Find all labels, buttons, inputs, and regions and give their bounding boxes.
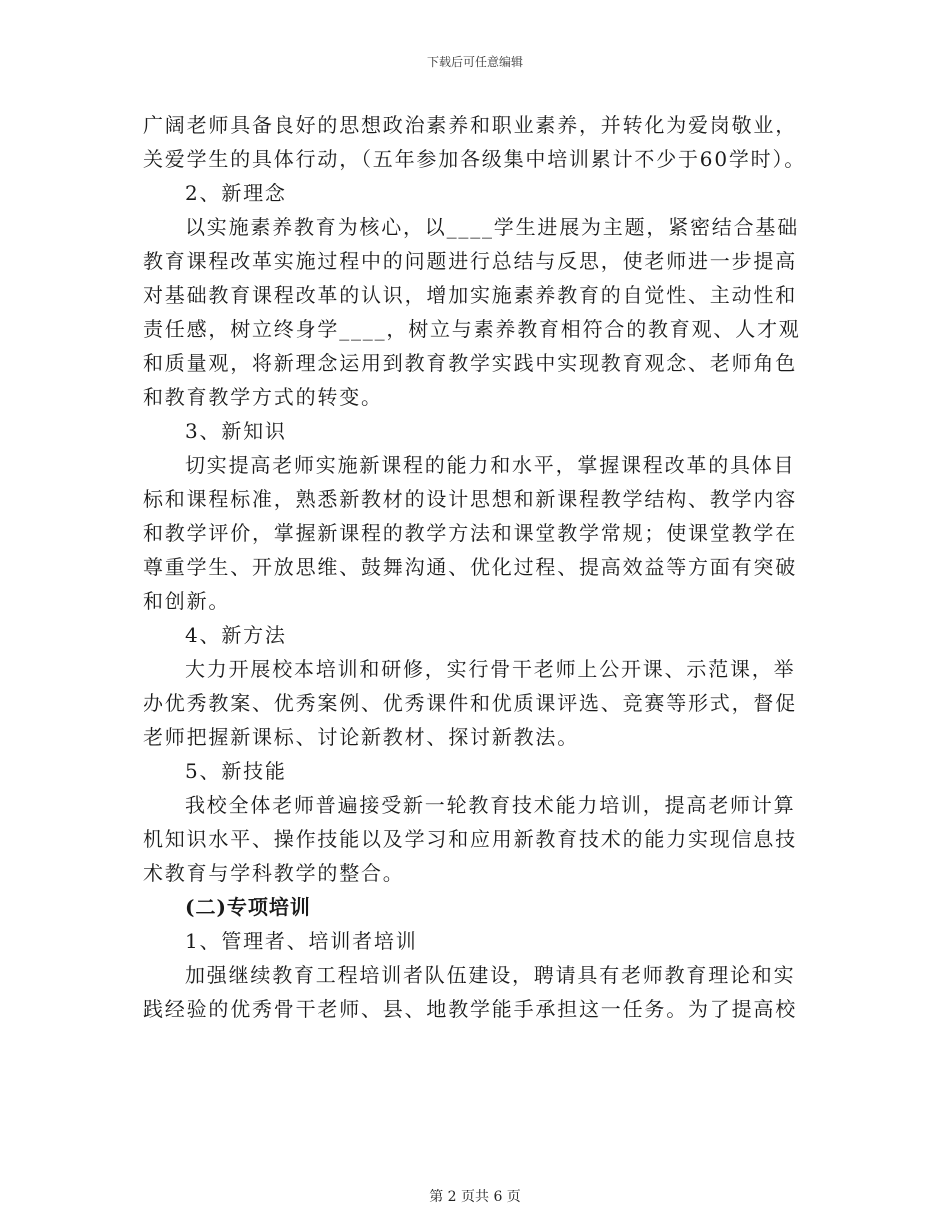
document-body (143, 108, 807, 1026)
page-number: 第 2 页共 6 页 (429, 1189, 521, 1205)
paragraph-line: 和创新。 (143, 589, 231, 613)
paragraph-line: 大力开展校本培训和研修，实行骨干老师上公开课、示范课，举 (185, 657, 796, 681)
paragraph-line: 我校全体老师普遍接受新一轮教育技术能力培训，提高老师计算 (185, 793, 796, 817)
paragraph-line: 尊重学生、开放思维、鼓舞沟通、优化过程、提高效益等方面有突破 (143, 555, 797, 579)
section-heading: 1、管理者、培训者培训 (185, 929, 418, 953)
paragraph-line: 老师把握新课标、讨论新教材、探讨新教法。 (143, 725, 579, 749)
paragraph-line: 和教学评价，掌握新课程的教学方法和课堂教学常规；使课堂教学在 (143, 521, 797, 545)
paragraph-line: 广阔老师具备良好的思想政治素养和职业素养，并转化为爱岗敬业， (143, 113, 797, 137)
section-heading: 4、新方法 (185, 623, 287, 647)
paragraph-line: 切实提高老师实施新课程的能力和水平，掌握课程改革的具体目 (185, 453, 796, 477)
paragraph-line: 办优秀教案、优秀案例、优秀课件和优质课评选、竞赛等形式，督促 (143, 691, 797, 715)
paragraph-line: 关爱学生的具体行动，（五年参加各级集中培训累计不少于60学时）。 (143, 147, 807, 171)
paragraph-line: 以实施素养教育为核心，以____学生进展为主题，紧密结合基础 (185, 215, 799, 239)
paragraph-line: 和教育教学方式的转变。 (143, 385, 383, 409)
paragraph-line: 加强继续教育工程培训者队伍建设，聘请具有老师教育理论和实 (185, 963, 796, 987)
paragraph-line: 术教育与学科教学的整合。 (143, 861, 405, 885)
header-note: 下载后可任意编辑 (426, 55, 523, 69)
section-heading: 3、新知识 (185, 419, 287, 443)
paragraph-line: 标和课程标准，熟悉新教材的设计思想和新课程教学结构、教学内容 (143, 487, 797, 511)
paragraph-line: 和质量观，将新理念运用到教育教学实践中实现教育观念、老师角色 (143, 351, 797, 375)
paragraph-line: 责任感，树立终身学____，树立与素养教育相符合的教育观、人才观 (143, 317, 801, 341)
paragraph-line: 教育课程改革实施过程中的问题进行总结与反思，使老师进一步提高 (143, 249, 797, 273)
subsection-heading: (二)专项培训 (185, 895, 311, 919)
paragraph-line: 对基础教育课程改革的认识，增加实施素养教育的自觉性、主动性和 (143, 283, 797, 307)
paragraph-line: 机知识水平、操作技能以及学习和应用新教育技术的能力实现信息技 (143, 827, 797, 851)
section-heading: 5、新技能 (185, 759, 287, 783)
section-heading: 2、新理念 (185, 181, 287, 205)
paragraph-line: 践经验的优秀骨干老师、县、地教学能手承担这一任务。为了提高校 (143, 997, 797, 1021)
